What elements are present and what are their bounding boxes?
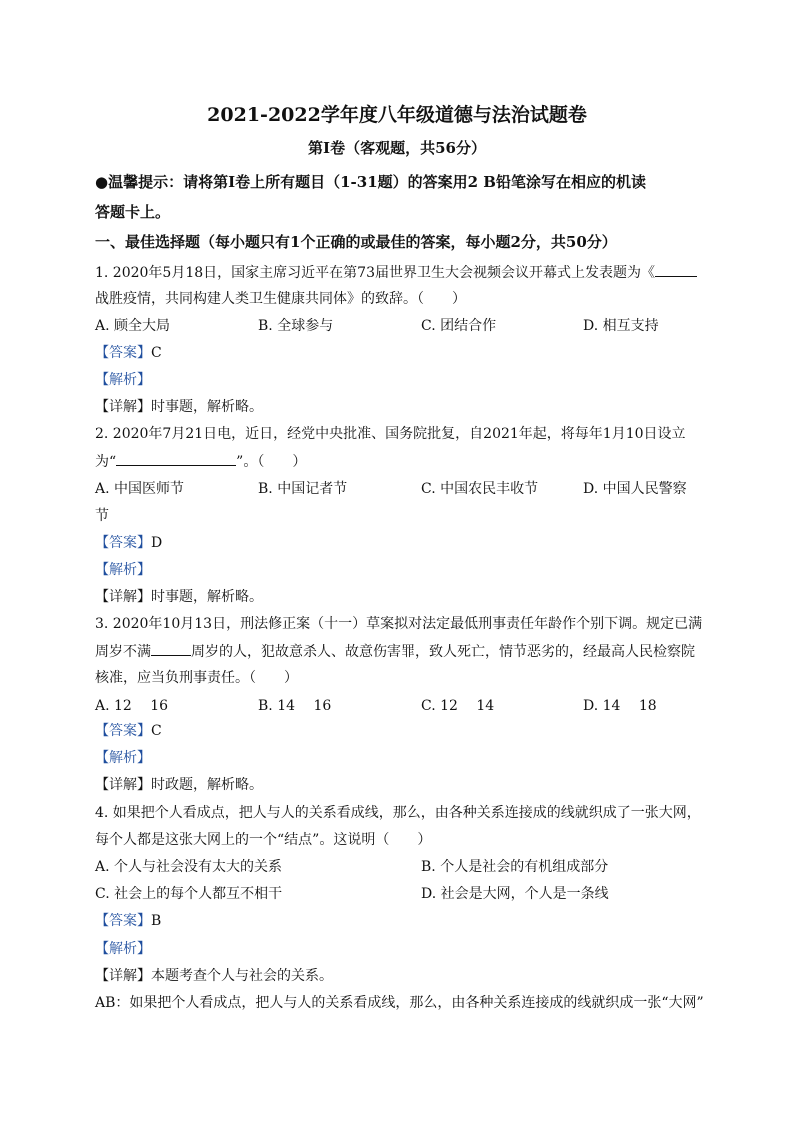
q1-option-d: D. 相互支持 <box>583 318 659 334</box>
q1-answer <box>95 343 162 363</box>
q2-stem-line-2 <box>95 451 306 472</box>
q2-option-d-wrap: 节 <box>95 508 109 524</box>
q1-stem-text: 1. 2020年5月18日，国家主席习近平在第73届世界卫生大会视频会议开幕式上发表题为《 <box>95 265 655 281</box>
answer-label: 【答案】 <box>95 345 151 361</box>
analysis-label: 【解析】 <box>95 372 151 388</box>
q1-stem-line-2: 战胜疫情，共同构建人类卫生健康共同体》的致辞。（ ） <box>95 291 466 307</box>
q3-option-a: A. 12 16 <box>95 698 169 714</box>
q4-option-d: D. 社会是大网，个人是一条线 <box>421 886 609 902</box>
q3-stem-text-b: 周岁的人，犯故意杀人、故意伤害罪，致人死亡，情节恶劣的，经最高人民检察院 <box>191 644 695 660</box>
q1-stem-line-1 <box>95 262 697 283</box>
q3-analysis <box>95 748 151 768</box>
q2-option-d: D. 中国人民警察 <box>583 481 687 497</box>
q4-answer <box>95 911 161 931</box>
q2-analysis <box>95 560 151 580</box>
analysis-label: 【解析】 <box>95 562 151 578</box>
q4-stem-line-2: 每个人都是这张大网上的一个“结点”。这说明（ ） <box>95 832 432 848</box>
q3-stem-line-2 <box>95 641 695 662</box>
q2-stem-text-a: 为“ <box>95 454 117 470</box>
q2-answer-value: D <box>151 535 163 551</box>
q3-answer <box>95 721 162 741</box>
tip-line-2: 答题卡上。 <box>95 203 171 221</box>
tip-line-1: ●温馨提示：请将第Ⅰ卷上所有题目（1-31题）的答案用2 B铅笔涂写在相应的机读 <box>95 173 646 191</box>
q1-detail <box>95 397 263 417</box>
q2-option-c: C. 中国农民丰收节 <box>421 481 539 497</box>
q1-analysis <box>95 370 151 390</box>
q2-stem-line-1: 2. 2020年7月21日电，近日，经党中央批准、国务院批复，自2021年起，将每年1月10日设立 <box>95 426 686 442</box>
q4-option-c: C. 社会上的每个人都互不相干 <box>95 886 283 902</box>
q3-stem-line-3: 核准，应当负刑事责任。（ ） <box>95 670 298 686</box>
q2-detail <box>95 587 263 607</box>
detail-label: 【详解】 <box>95 968 151 984</box>
q2-option-b: B. 中国记者节 <box>258 481 348 497</box>
q3-answer-value: C <box>151 723 162 739</box>
q4-answer-value: B <box>151 913 162 929</box>
q3-option-c: C. 12 14 <box>421 698 495 714</box>
section-heading: 一、最佳选择题（每小题只有1个正确的或最佳的答案，每小题2分，共50分） <box>95 233 617 251</box>
q3-stem-text-a: 周岁不满 <box>95 644 151 660</box>
answer-label: 【答案】 <box>95 723 151 739</box>
q2-blank <box>116 451 236 466</box>
detail-label: 【详解】 <box>95 399 151 415</box>
detail-label: 【详解】 <box>95 589 151 605</box>
q4-option-a: A. 个人与社会没有太大的关系 <box>95 859 283 875</box>
q3-option-b: B. 14 16 <box>258 698 332 714</box>
q1-option-a: A. 顾全大局 <box>95 318 171 334</box>
q1-option-c: C. 团结合作 <box>421 318 497 334</box>
q3-detail <box>95 775 263 795</box>
page-title: 2021-2022学年度八年级道德与法治试题卷 <box>207 104 587 126</box>
answer-label: 【答案】 <box>95 913 151 929</box>
q2-option-a: A. 中国医师节 <box>95 481 185 497</box>
q1-answer-value: C <box>151 345 162 361</box>
q1-detail-text: 时事题，解析略。 <box>151 399 263 415</box>
q4-detail-text: 本题考查个人与社会的关系。 <box>151 968 333 984</box>
analysis-label: 【解析】 <box>95 750 151 766</box>
q4-detail-line-2: AB：如果把个人看成点，把人与人的关系看成线，那么，由各种关系连接成的线就织成一张“大网” <box>95 995 704 1011</box>
q1-option-b: B. 全球参与 <box>258 318 334 334</box>
q2-detail-text: 时事题，解析略。 <box>151 589 263 605</box>
q4-detail <box>95 966 333 986</box>
q4-analysis <box>95 939 151 959</box>
detail-label: 【详解】 <box>95 777 151 793</box>
page-subtitle: 第Ⅰ卷（客观题，共56分） <box>308 139 486 157</box>
q3-stem-line-1: 3. 2020年10月13日，刑法修正案（十一）草案拟对法定最低刑事责任年龄作个别下调。规定已满 <box>95 616 703 632</box>
answer-label: 【答案】 <box>95 535 151 551</box>
q2-stem-text-b: ”。（ ） <box>236 454 307 470</box>
q4-stem-line-1: 4. 如果把个人看成点，把人与人的关系看成线，那么，由各种关系连接成的线就织成了一张大网， <box>95 805 701 821</box>
q3-option-d: D. 14 18 <box>583 698 657 714</box>
q4-option-b: B. 个人是社会的有机组成部分 <box>421 859 609 875</box>
q1-blank <box>655 262 697 277</box>
q3-detail-text: 时政题，解析略。 <box>151 777 263 793</box>
q2-answer <box>95 533 162 553</box>
q3-blank <box>151 641 191 656</box>
analysis-label: 【解析】 <box>95 941 151 957</box>
